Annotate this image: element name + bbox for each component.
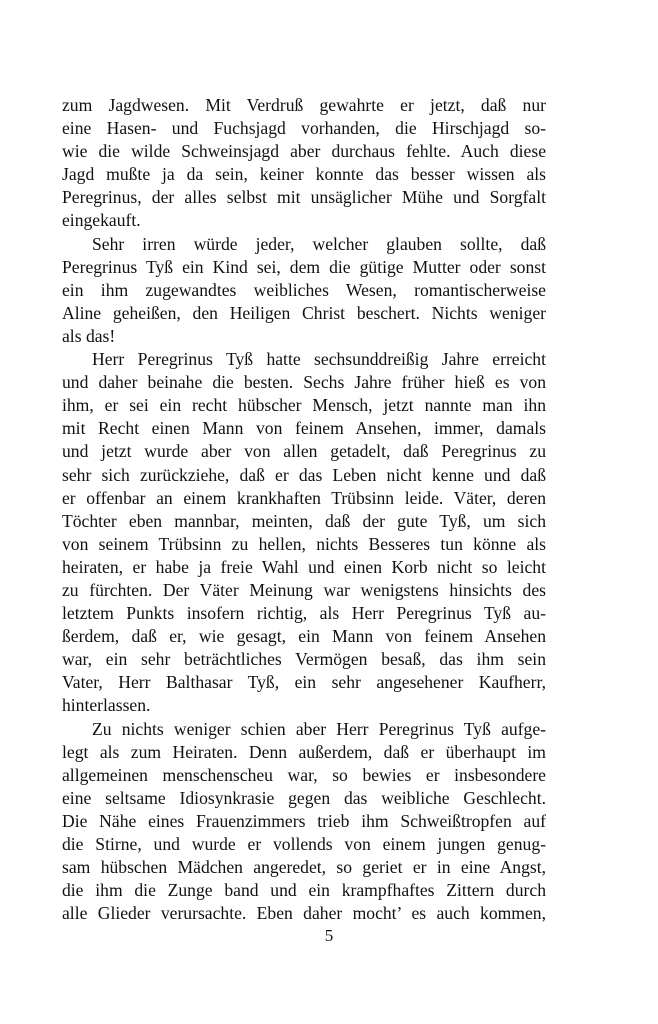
text-line: zu fürchten. Der Väter Meinung war wenigstens hinsichts des <box>62 579 546 600</box>
text-line: letztem Punkts insofern richtig, als Herr Peregrinus Tyß au- <box>62 603 546 624</box>
text-line: sehr sich zurückziehe, daß er das Leben nicht kenne und daß <box>62 464 546 485</box>
text-line: legt als zum Heiraten. Denn außerdem, daß er überhaupt im <box>62 741 546 762</box>
page-number: 5 <box>324 926 334 945</box>
text-line: war, ein sehr beträchtliches Vermögen besaß, das ihm sein <box>62 649 546 670</box>
text-line: er offenbar an einem krankhaften Trübsinn leide. Väter, deren <box>62 487 546 508</box>
page-body <box>62 94 546 925</box>
text-line: und jetzt wurde aber von allen getadelt, daß Peregrinus zu <box>62 441 546 462</box>
text-line: eingekauft. <box>62 210 141 231</box>
text-line: Peregrinus, der alles selbst mit unsäglicher Mühe und Sorgfalt <box>62 187 546 208</box>
text-line: Herr Peregrinus Tyß hatte sechsunddreißig Jahre erreicht <box>92 349 546 370</box>
text-line: Töchter eben mannbar, meinten, daß der gute Tyß, um sich <box>62 510 546 531</box>
text-line: allgemeinen menschenscheu war, so bewies er insbesondere <box>62 764 546 785</box>
text-line: Sehr irren würde jeder, welcher glauben sollte, daß <box>92 233 546 254</box>
text-line: ein ihm zugewandtes weibliches Wesen, romantischerweise <box>62 279 546 300</box>
text-line: Die Nähe eines Frauenzimmers trieb ihm Schweißtropfen auf <box>62 810 546 831</box>
text-line: mit Recht einen Mann von feinem Ansehen, immer, damals <box>62 418 546 439</box>
text-line: alle Glieder verursachte. Eben daher mocht’ es auch kommen, <box>62 903 546 924</box>
text-line: Jagd mußte ja da sein, keiner konnte das besser wissen als <box>62 164 546 185</box>
text-line: Aline geheißen, den Heiligen Christ beschert. Nichts weniger <box>62 302 546 323</box>
text-line: als das! <box>62 325 116 346</box>
text-line: die ihm die Zunge band und ein krampfhaftes Zittern durch <box>62 880 546 901</box>
text-line: sam hübschen Mädchen angeredet, so geriet er in eine Angst, <box>62 857 546 878</box>
text-line: hinterlassen. <box>62 695 151 716</box>
text-line: ßerdem, daß er, wie gesagt, ein Mann von feinem Ansehen <box>62 626 546 647</box>
text-line: eine seltsame Idiosynkrasie gegen das weibliche Geschlecht. <box>62 787 546 808</box>
text-line: Peregrinus Tyß ein Kind sei, dem die gütige Mutter oder sonst <box>62 256 546 277</box>
text-line: heiraten, er habe ja freie Wahl und einen Korb nicht so leicht <box>62 556 546 577</box>
text-line: eine Hasen- und Fuchsjagd vorhanden, die Hirschjagd so- <box>62 118 546 139</box>
text-line: Vater, Herr Balthasar Tyß, ein sehr angesehener Kaufherr, <box>62 672 546 693</box>
text-line: die Stirne, und wurde er vollends von einem jungen genug- <box>62 834 546 854</box>
text-line: zum Jagdwesen. Mit Verdruß gewahrte er jetzt, daß nur <box>62 95 546 115</box>
text-line: von seinem Trübsinn zu hellen, nichts Besseres tun könne als <box>62 533 546 554</box>
text-line: wie die wilde Schweinsjagd aber durchaus fehlte. Auch diese <box>62 141 546 162</box>
text-line: und daher beinahe die besten. Sechs Jahre früher hieß es von <box>62 372 546 393</box>
text-line: Zu nichts weniger schien aber Herr Peregrinus Tyß aufge- <box>92 718 546 739</box>
text-line: ihm, er sei ein recht hübscher Mensch, jetzt nannte man ihn <box>62 395 546 416</box>
